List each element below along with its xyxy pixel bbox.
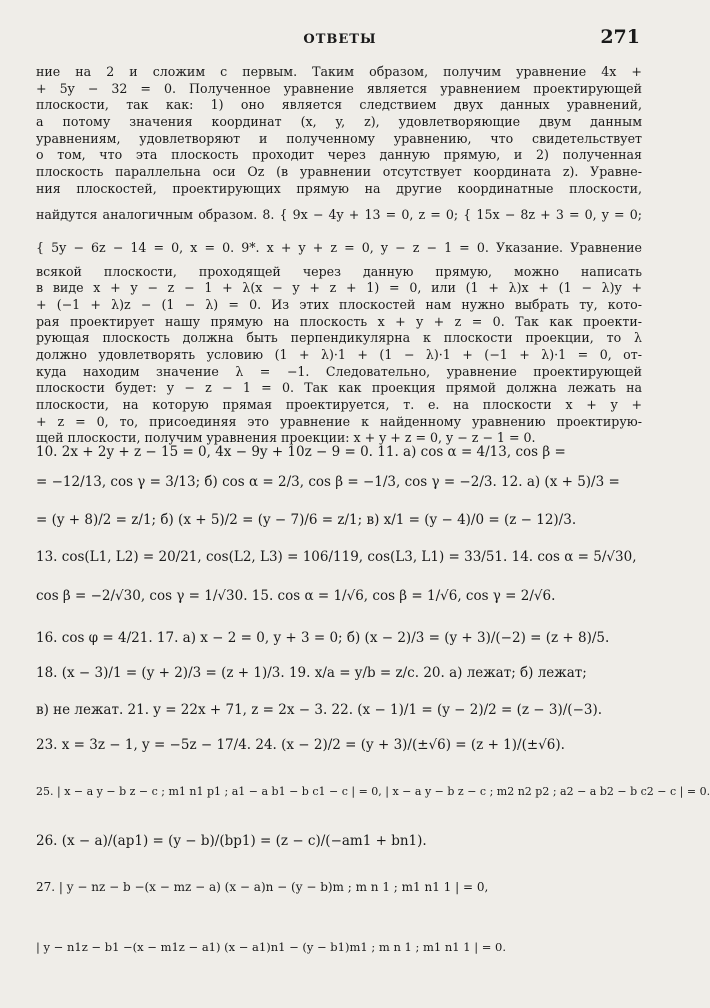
formula-line: | y − n1z − b1 −(x − m1z − a1) (x − a1)n1 − (y − b1)m1 ; m n 1 ; m1 n1 1 | = 0. [36, 940, 507, 954]
formula-line: 26. (x − a)/(ap1) = (y − b)/(bp1) = (z − c)/(−am1 + bn1). [36, 833, 427, 849]
text-line: куда находим значение λ = −1. Следовательно, уравнение проектирующей [36, 363, 642, 379]
formula-line: cos β = −2/√30, cos γ = 1/√30. 15. cos α = 1/√6, cos β = 1/√6, cos γ = 2/√6. [36, 588, 556, 604]
text-line: о том, что эта плоскость проходит через данную прямую, и 2) полученная [36, 147, 642, 163]
text-line: должно удовлетворять условию (1 + λ)·1 + (1 − λ)·1 + (−1 + λ)·1 = 0, от- [36, 346, 642, 362]
formula-line: 16. cos φ = 4/21. 17. a) x − 2 = 0, y + 3 = 0; б) (x − 2)/3 = (y + 3)/(−2) = (z + 8)/5. [36, 630, 610, 646]
text-line: найдутся аналогичным образом. 8. { 9x − 4y + 13 = 0, z = 0; { 15x − 8z + 3 = 0, y = 0; [36, 206, 642, 222]
text-line: + z = 0, то, присоединяя это уравнение к найденному уравнению проектирую- [36, 413, 642, 429]
text-line: всякой плоскости, проходящей через данную прямую, можно написать [36, 263, 642, 279]
text-line: плоскости будет: y − z − 1 = 0. Так как проекция прямой должна лежать на [36, 380, 642, 396]
running-title: ОТВЕТЫ [303, 32, 377, 47]
text-line: + (−1 + λ)z − (1 − λ) = 0. Из этих плоскостей нам нужно выбрать ту, кото- [36, 296, 642, 312]
formula-line: 25. | x − a y − b z − c ; m1 n1 p1 ; a1 − a b1 − b c1 − c | = 0, | x − a y − b z − c ; m2 n2 p2 ; a2 − a b2 − b c2 − c | = 0. [36, 785, 710, 798]
text-line: рая проектирует нашу прямую на плоскость x + y + z = 0. Так как проекти- [36, 313, 642, 329]
text-line: ние на 2 и сложим с первым. Таким образом, получим уравнение 4x + [36, 64, 642, 79]
page-number: 271 [600, 26, 640, 48]
text-line: в виде x + y − z − 1 + λ(x − y + z + 1) = 0, или (1 + λ)x + (1 − λ)y + [36, 280, 642, 296]
text-line: плоскость параллельна оси Oz (в уравнении отсутствует координата z). Уравне- [36, 164, 642, 180]
page-header [40, 26, 640, 56]
answer-text [36, 64, 642, 447]
text-line: а потому значения координат (x, y, z), удовлетворяющие двум данным [36, 114, 642, 130]
formula-line: в) не лежат. 21. y = 22x + 71, z = 2x − 3. 22. (x − 1)/1 = (y − 2)/2 = (z − 3)/(−3). [36, 702, 603, 718]
text-line: + 5y − 32 = 0. Полученное уравнение является уравнением проектирующей [36, 80, 642, 96]
formula-line: 23. x = 3z − 1, y = −5z − 17/4. 24. (x − 2)/2 = (y + 3)/(±√6) = (z + 1)/(±√6). [36, 737, 565, 753]
text-line: { 5y − 6z − 14 = 0, x = 0. 9*. x + y + z = 0, y − z − 1 = 0. Указание. Уравнение [36, 239, 642, 255]
formula-line: = −12/13, cos γ = 3/13; б) cos α = 2/3, cos β = −1/3, cos γ = −2/3. 12. a) (x + 5)/3 = [36, 474, 620, 490]
formula-line: 10. 2x + 2y + z − 15 = 0, 4x − 9y + 10z − 9 = 0. 11. a) cos α = 4/13, cos β = [36, 444, 566, 460]
formula-line: 13. cos(L1, L2) = 20/21, cos(L2, L3) = 106/119, cos(L3, L1) = 33/51. 14. cos α = 5/√30, [36, 549, 637, 565]
text-line: плоскости, на которую прямая проектируется, т. е. на плоскости x + y + [36, 397, 642, 412]
text-line: плоскости, так как: 1) оно является следствием двух данных уравнений, [36, 97, 642, 113]
text-line: ния плоскостей, проектирующих прямую на другие координатные плоскости, [36, 180, 642, 196]
formula-line: 18. (x − 3)/1 = (y + 2)/3 = (z + 1)/3. 19. x/a = y/b = z/c. 20. a) лежат; б) лежат; [36, 665, 587, 681]
formula-line: 27. | y − nz − b −(x − mz − a) (x − a)n − (y − b)m ; m n 1 ; m1 n1 1 | = 0, [36, 880, 489, 894]
text-line: уравнениям, удовлетворяют и полученному уравнению, что свидетельствует [36, 130, 642, 146]
formula-line: = (y + 8)/2 = z/1; б) (x + 5)/2 = (y − 7)/6 = z/1; в) x/1 = (y − 4)/0 = (z − 12)/3. [36, 512, 577, 528]
text-line: щей плоскости, получим уравнения проекции: x + y + z = 0, y − z − 1 = 0. [36, 430, 536, 446]
text-line: рующая плоскость должна быть перпендикулярна к плоскости проекции, то λ [36, 330, 642, 346]
